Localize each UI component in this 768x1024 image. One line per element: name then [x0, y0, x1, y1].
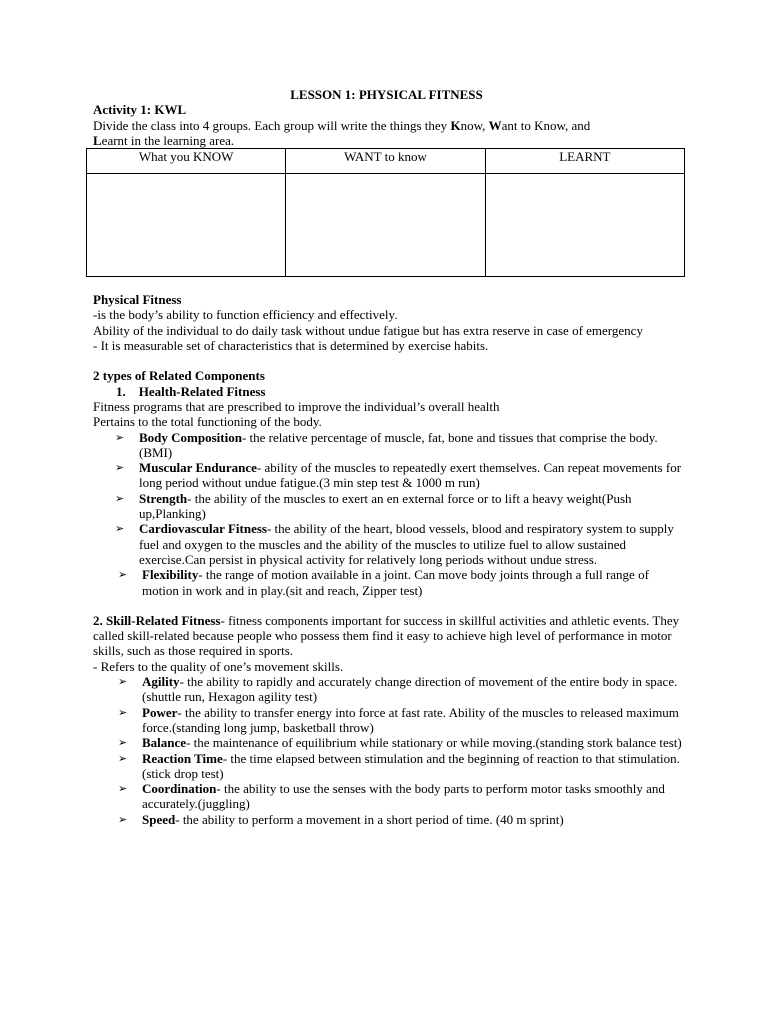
list-item: ➢ Speed- the ability to perform a movement in a short period of time. (40 m sprint) — [118, 811, 564, 827]
arrow-bullet-icon: ➢ — [115, 522, 125, 536]
arrow-bullet-icon: ➢ — [118, 751, 128, 765]
kwl-cell-want[interactable] — [286, 174, 485, 277]
arrow-bullet-icon: ➢ — [115, 491, 125, 505]
list-item: ➢ Muscular Endurance- ability of the muscles to repeatedly exert themselves. Can repeat movements for long period without undue fatigue.(3 min step test & 1000 m run) — [115, 460, 682, 491]
arrow-bullet-icon: ➢ — [118, 568, 128, 582]
activity-instructions: Divide the class into 4 groups. Each group will write the things they Know, Want to Know, and Learnt in the learning area. — [93, 117, 591, 148]
page-title: LESSON 1: PHYSICAL FITNESS — [290, 87, 483, 102]
activity-heading: Activity 1: KWL — [93, 102, 187, 118]
kwl-cell-learnt[interactable] — [485, 174, 684, 277]
health-related-line-1: Fitness programs that are prescribed to improve the individual’s overall health — [93, 398, 500, 414]
arrow-bullet-icon: ➢ — [118, 736, 128, 750]
kwl-header-learnt: LEARNT — [485, 149, 684, 174]
types-heading: 2 types of Related Components — [93, 368, 265, 384]
kwl-header-want: WANT to know — [286, 149, 485, 174]
list-item: ➢ Reaction Time- the time elapsed between stimulation and the beginning of reaction to that stimulation. (stick drop test) — [118, 750, 680, 781]
physical-fitness-def-2: Ability of the individual to do daily task without undue fatigue but has extra reserve in case of emergency — [93, 322, 643, 338]
arrow-bullet-icon: ➢ — [118, 675, 128, 689]
arrow-bullet-icon: ➢ — [118, 705, 128, 719]
physical-fitness-def-3: - It is measurable set of characteristics that is determined by exercise habits. — [93, 338, 489, 354]
physical-fitness-def-1: -is the body’s ability to function efficiency and effectively. — [93, 307, 398, 323]
list-item: ➢ Strength- the ability of the muscles to exert an en external force or to lift a heavy weight(Push up,Planking) — [115, 490, 632, 522]
skill-related-line-2: - Refers to the quality of one’s movement skills. — [93, 658, 344, 674]
list-item: ➢ Balance- the maintenance of equilibrium while stationary or while moving.(standing stork balance test) — [118, 735, 682, 751]
list-item: ➢ Cardiovascular Fitness- the ability of the heart, blood vessels, blood and respiratory system to supply fuel and oxygen to the muscles and the ability of the muscles to utilize fuel to allow sustained exercise.Can persist in physical activity for relatively long periods without undue stress. — [115, 521, 674, 567]
list-item: ➢ Flexibility- the range of motion available in a joint. Can move body joints through a full range of motion in work and in play.(sit and reach, Zipper test) — [118, 567, 649, 598]
list-item: ➢ Body Composition- the relative percentage of muscle, fat, bone and tissues that comprise the body. (BMI) — [115, 429, 658, 460]
health-related-heading: 1. Health-Related Fitness — [116, 383, 266, 399]
skill-related-intro: 2. Skill-Related Fitness- fitness components important for success in skillful activities and athletic events. They called skill-related because people who possess them find it easy to achieve high level of performance in motor skills, such as those required in sports. — [93, 612, 680, 659]
arrow-bullet-icon: ➢ — [115, 461, 125, 475]
kwl-header-know: What you KNOW — [87, 149, 286, 174]
list-item: ➢ Agility- the ability to rapidly and accurately change direction of movement of the entire body in space.(shuttle run, Hexagon agility test) — [118, 674, 678, 705]
arrow-bullet-icon: ➢ — [118, 812, 128, 826]
list-item: ➢ Power- the ability to transfer energy into force at fast rate. Ability of the muscles to released maximum force.(standing long jump, basketball throw) — [118, 704, 679, 735]
physical-fitness-heading: Physical Fitness — [93, 292, 182, 308]
arrow-bullet-icon: ➢ — [115, 430, 125, 444]
health-related-line-2: Pertains to the total functioning of the body. — [93, 414, 322, 430]
kwl-table — [86, 148, 685, 277]
list-item: ➢ Coordination- the ability to use the senses with the body parts to perform motor tasks smoothly and accurately.(juggling) — [118, 781, 665, 812]
skill-components-list — [93, 674, 688, 827]
health-components-list — [93, 430, 688, 598]
arrow-bullet-icon: ➢ — [118, 782, 128, 796]
kwl-cell-know[interactable] — [87, 174, 286, 277]
document-page — [93, 87, 688, 827]
